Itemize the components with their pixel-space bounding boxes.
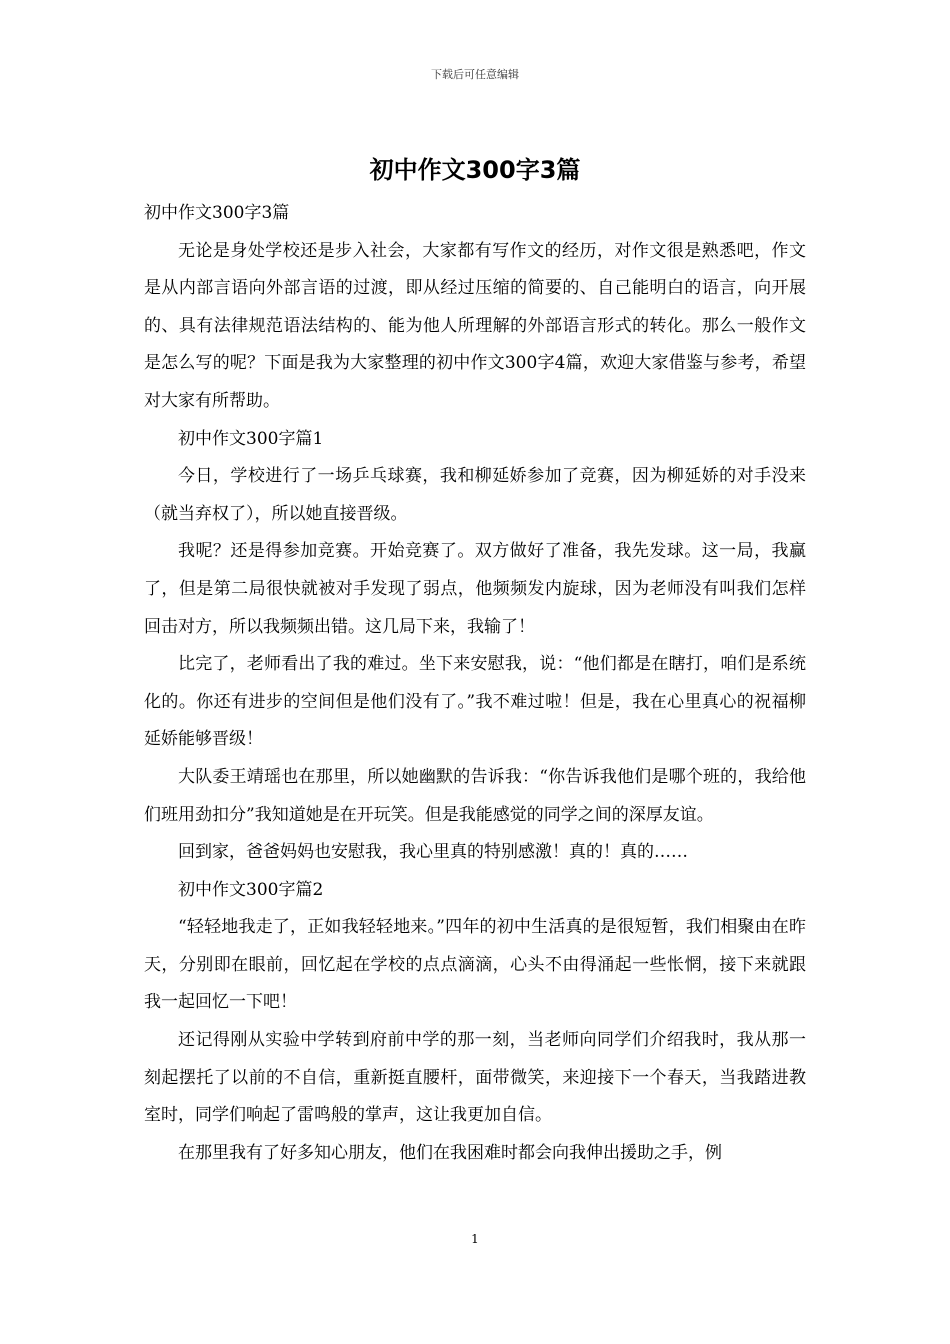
paragraph: 比完了，老师看出了我的难过。坐下来安慰我，说：“他们都是在瞎打，咱们是系统化的。你还有进步的空间但是他们没有了。”我不难过啦！但是，我在心里真心的祝福柳延娇能够晋级！: [144, 654, 806, 750]
paragraph: 回到家，爸爸妈妈也安慰我，我心里真的特别感激！真的！真的……: [178, 842, 688, 863]
document-subtitle: 初中作文300字3篇: [144, 203, 290, 223]
document-body: [144, 195, 806, 1172]
section-heading-2: 初中作文300字篇2: [178, 879, 324, 900]
page-number: 1: [471, 1232, 479, 1246]
document-title: 初中作文300字3篇: [369, 156, 581, 184]
paragraph: 我呢？还是得参加竞赛。开始竞赛了。双方做好了准备，我先发球。这一局，我赢了，但是第二局很快就被对手发现了弱点，他频频发内旋球，因为老师没有叫我们怎样回击对方，所以我频频出错。这几局下来，我输了！: [144, 541, 806, 637]
page-header-note: 下载后可任意编辑: [431, 68, 519, 81]
paragraph: 在那里我有了好多知心朋友，他们在我困难时都会向我伸出援助之手，例: [178, 1142, 722, 1163]
paragraph: “轻轻地我走了，正如我轻轻地来。”四年的初中生活真的是很短暂，我们相聚由在昨天，分别即在眼前，回忆起在学校的点点滴滴，心头不由得涌起一些怅惘，接下来就跟我一起回忆一下吧！: [144, 917, 806, 1013]
paragraph: 大队委王靖瑶也在那里，所以她幽默的告诉我：“你告诉我他们是哪个班的，我给他们班用劲扣分”我知道她是在开玩笑。但是我能感觉的同学之间的深厚友谊。: [144, 766, 806, 825]
paragraph: 还记得刚从实验中学转到府前中学的那一刻，当老师向同学们介绍我时，我从那一刻起摆托了以前的不自信，重新挺直腰杆，面带微笑，来迎接下一个春天，当我踏进教室时，同学们响起了雷鸣般的掌声，这让我更加自信。: [144, 1030, 806, 1126]
paragraph-intro: 无论是身处学校还是步入社会，大家都有写作文的经历，对作文很是熟悉吧，作文是从内部言语向外部言语的过渡，即从经过压缩的简要的、自己能明白的语言，向开展的、具有法律规范语法结构的、能为他人所理解的外部语言形式的转化。那么一般作文是怎么写的呢？下面是我为大家整理的初中作文300字4篇，欢迎大家借鉴与参考，希望对大家有所帮助。: [144, 240, 806, 411]
section-heading-1: 初中作文300字篇1: [178, 428, 324, 449]
paragraph: 今日，学校进行了一场乒乓球赛，我和柳延娇参加了竞赛，因为柳延娇的对手没来（就当弃权了），所以她直接晋级。: [144, 466, 806, 524]
